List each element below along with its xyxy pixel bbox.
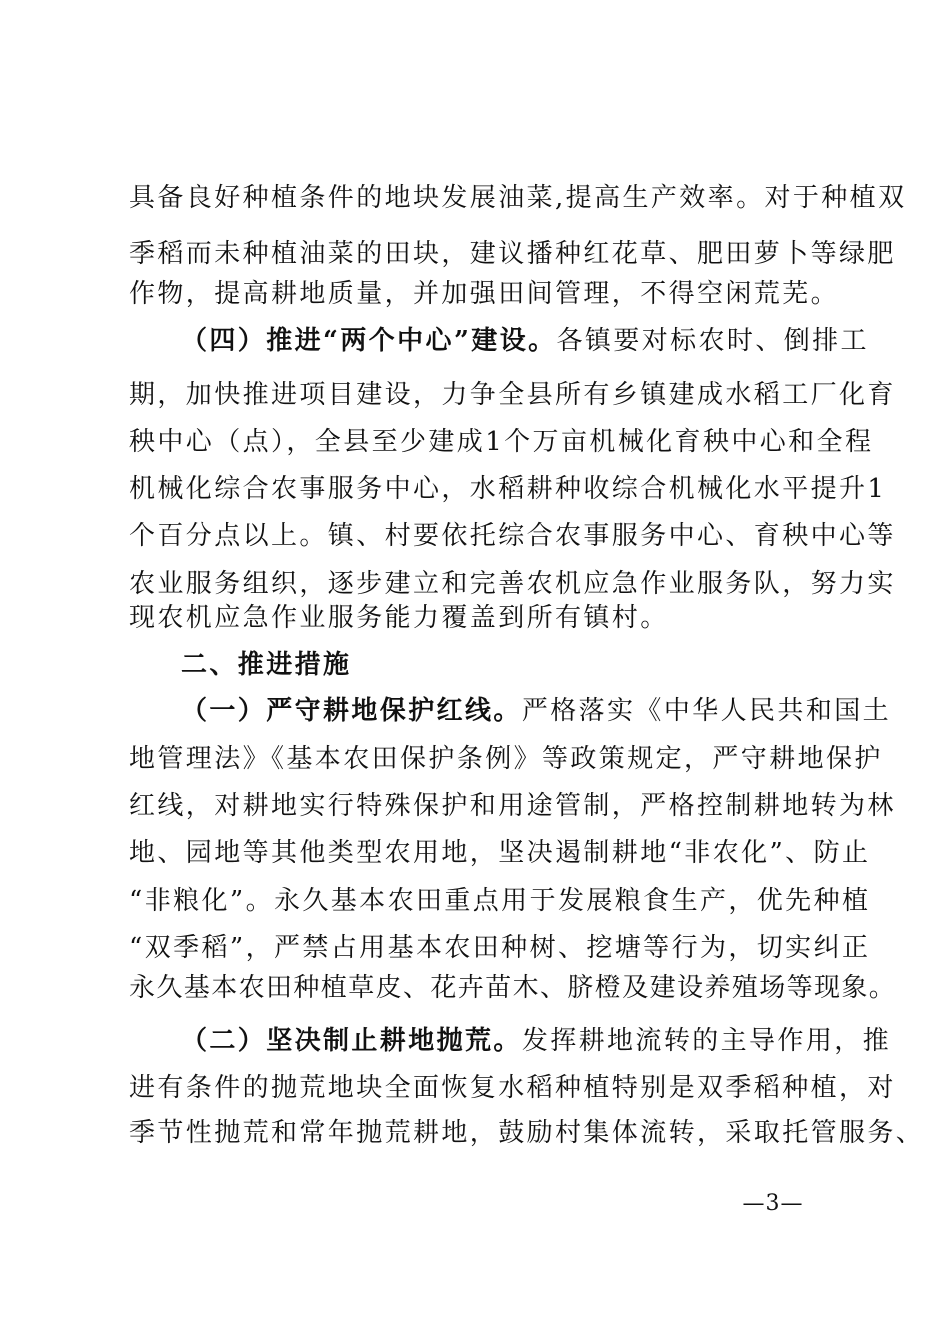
text-line: 季节性抛荒和常年抛荒耕地，鼓励村集体流转，采取托管服务、: [129, 1118, 925, 1148]
text-line: 作物，提高耕地质量，并加强田间管理，不得空闲荒芜。: [129, 279, 840, 309]
text-line: “非粮化”。永久基本农田重点用于发展粮食生产，优先种植: [129, 886, 871, 916]
text-line: 秧中心（点），全县至少建成1个万亩机械化育秧中心和全程: [129, 427, 874, 457]
section-four-heading: （四）推进“两个中心”建设。: [181, 326, 557, 356]
text-line: 期，加快推进项目建设，力争全县所有乡镇建成水稻工厂化育: [129, 380, 896, 410]
text-line: 农业服务组织，逐步建立和完善农机应急作业服务队，努力实: [129, 569, 896, 599]
section-two-text: 发挥耕地流转的主导作用，推: [521, 1026, 892, 1056]
text-line: 机械化综合农事服务中心，水稻耕种收综合机械化水平提升1: [129, 474, 887, 504]
text-line: 永久基本农田种植草皮、花卉苗木、脐橙及建设养殖场等现象。: [129, 973, 897, 1003]
text-line: 地、园地等其他类型农用地，坚决遏制耕地“非农化”、防止: [129, 838, 871, 868]
section-heading: 二、推进措施: [181, 650, 352, 680]
section-one-text: 严格落实《中华人民共和国土: [521, 696, 892, 726]
text-line: 进有条件的抛荒地块全面恢复水稻种植特别是双季稻种植，对: [129, 1073, 896, 1103]
paragraph-four-first-line: [181, 313, 869, 369]
page-number: —3—: [742, 1191, 804, 1216]
text-line: 具备良好种植条件的地块发展油菜,提高生产效率。对于种植双: [129, 183, 907, 213]
section-two-heading: （二）坚决制止耕地抛荒。: [181, 1026, 522, 1056]
text-line: 季稻而未种植油菜的田块，建议播种红花草、肥田萝卜等绿肥: [129, 239, 896, 269]
text-line: “双季稻”，严禁占用基本农田种树、挖塘等行为，切实纠正: [129, 933, 871, 963]
text-line: 现农机应急作业服务能力覆盖到所有镇村。: [129, 603, 669, 633]
text-line: 红线，对耕地实行特殊保护和用途管制，严格控制耕地转为林: [129, 791, 896, 821]
section-one-heading: （一）严守耕地保护红线。: [181, 696, 522, 726]
text-line: 个百分点以上。镇、村要依托综合农事服务中心、育秧中心等: [129, 521, 896, 551]
text-line: 地管理法》《基本农田保护条例》等政策规定，严守耕地保护: [129, 744, 883, 774]
section-four-text: 各镇要对标农时、倒排工: [556, 326, 869, 356]
